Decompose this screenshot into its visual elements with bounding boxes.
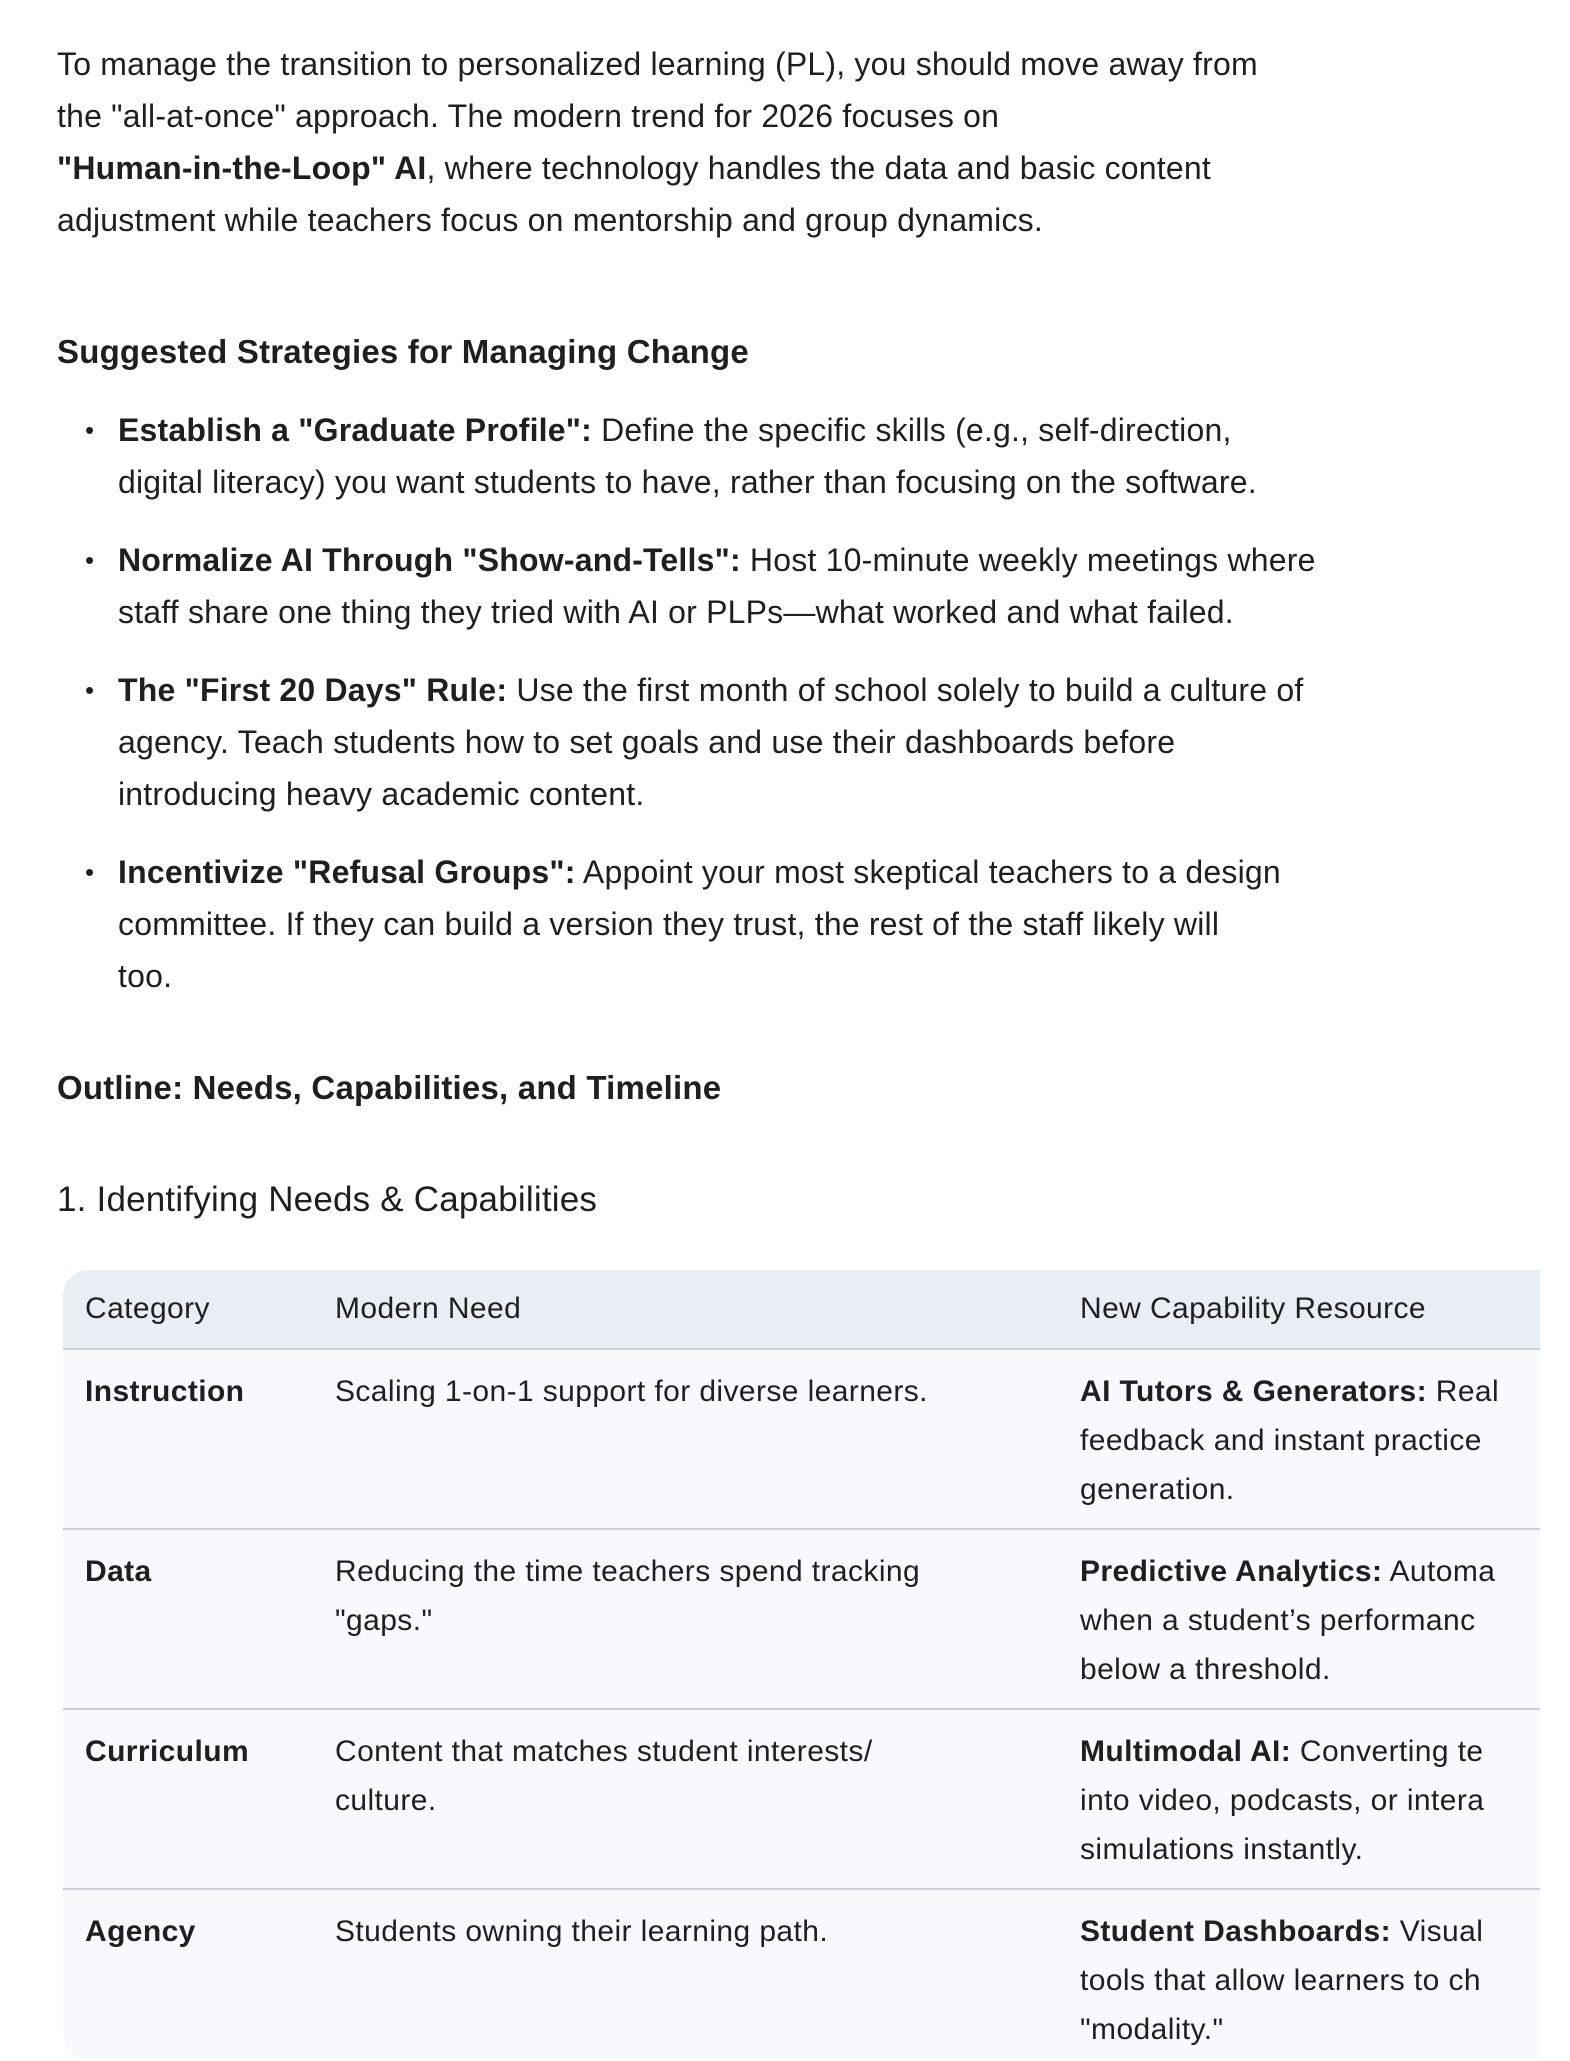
text-line: Student Dashboards: Visual — [1080, 1915, 1484, 1948]
need-cell — [313, 1547, 1058, 1694]
table-row — [63, 1348, 1540, 1528]
need-cell — [313, 1907, 1058, 2054]
text-line: tools that allow learners to ch — [1080, 1964, 1481, 1997]
table-row — [63, 1528, 1540, 1708]
bullet-dot: • — [85, 857, 95, 887]
text-line: the "all-at-once" approach. The modern trend for 2026 focuses on — [57, 98, 1000, 134]
text-line: Predictive Analytics: Automa — [1080, 1555, 1496, 1588]
text-line: simulations instantly. — [1080, 1833, 1364, 1866]
text-line: adjustment while teachers focus on mentorship and group dynamics. — [57, 202, 1043, 238]
strategies-heading: Suggested Strategies for Managing Change — [57, 333, 749, 370]
table-body — [63, 1348, 1540, 2059]
text-line: committee. If they can build a version they trust, the rest of the staff likely will — [118, 906, 1220, 942]
header-cell-category: Category — [85, 1292, 210, 1325]
text-line: digital literacy) you want students to have, rather than focusing on the software. — [118, 464, 1257, 500]
text-line: Students owning their learning path. — [335, 1915, 829, 1948]
table-row — [63, 1708, 1540, 1888]
bullet-item — [57, 404, 1570, 508]
outline-subheading: 1. Identifying Needs & Capabilities — [57, 1180, 598, 1219]
text-line: culture. — [335, 1784, 437, 1817]
bullet-dot: • — [85, 675, 95, 705]
table-row — [63, 1888, 1540, 2059]
table-header-row — [63, 1270, 1540, 1348]
text-line: Content that matches student interests/ — [335, 1735, 873, 1768]
text-line: Multimodal AI: Converting te — [1080, 1735, 1484, 1768]
text-line: too. — [118, 958, 173, 994]
text-line: To manage the transition to personalized learning (PL), you should move away from — [57, 46, 1258, 82]
bullet-dot: • — [85, 415, 95, 445]
text-line: "gaps." — [335, 1604, 433, 1637]
bullet-item — [57, 534, 1570, 638]
capability-cell — [1058, 1907, 1540, 2054]
text-line: Scaling 1-on-1 support for diverse learners. — [335, 1375, 928, 1408]
outline-heading: Outline: Needs, Capabilities, and Timeline — [57, 1069, 722, 1106]
bullet-item — [57, 846, 1570, 1002]
intro-paragraph — [57, 38, 1570, 246]
text-line: below a threshold. — [1080, 1653, 1331, 1686]
capability-cell — [1058, 1367, 1540, 1514]
category-cell: Curriculum — [85, 1735, 250, 1768]
bullet-dot: • — [85, 545, 95, 575]
text-line: into video, podcasts, or intera — [1080, 1784, 1485, 1817]
text-line: generation. — [1080, 1473, 1235, 1506]
need-cell — [313, 1727, 1058, 1874]
bullet-item — [57, 664, 1570, 820]
text-line: Establish a "Graduate Profile": Define the specific skills (e.g., self-direction, — [118, 412, 1232, 448]
category-cell: Agency — [85, 1915, 196, 1948]
capability-cell — [1058, 1727, 1540, 1874]
text-line: Incentivize "Refusal Groups": Appoint your most skeptical teachers to a design — [118, 854, 1281, 890]
header-cell-modern-need: Modern Need — [335, 1292, 522, 1325]
text-line: "Human-in-the-Loop" AI, where technology handles the data and basic content — [57, 150, 1211, 186]
capabilities-table[interactable] — [63, 1270, 1540, 2059]
text-line: AI Tutors & Generators: Real — [1080, 1375, 1500, 1408]
text-line: staff share one thing they tried with AI or PLPs—what worked and what failed. — [118, 594, 1234, 630]
strategies-list — [57, 404, 1570, 1002]
text-line: Reducing the time teachers spend tracking — [335, 1555, 921, 1588]
text-line: feedback and instant practice — [1080, 1424, 1482, 1457]
text-line: Normalize AI Through "Show-and-Tells": Host 10-minute weekly meetings where — [118, 542, 1316, 578]
text-line: The "First 20 Days" Rule: Use the first month of school solely to build a culture of — [118, 672, 1304, 708]
text-line: when a student’s performanc — [1080, 1604, 1476, 1637]
header-cell-new-capability-resource: New Capability Resource — [1080, 1292, 1427, 1325]
capability-cell — [1058, 1547, 1540, 1694]
category-cell: Instruction — [85, 1375, 245, 1408]
text-line: agency. Teach students how to set goals and use their dashboards before — [118, 724, 1176, 760]
need-cell — [313, 1367, 1058, 1514]
text-line: "modality." — [1080, 2013, 1224, 2046]
category-cell: Data — [85, 1555, 152, 1588]
text-line: introducing heavy academic content. — [118, 776, 645, 812]
